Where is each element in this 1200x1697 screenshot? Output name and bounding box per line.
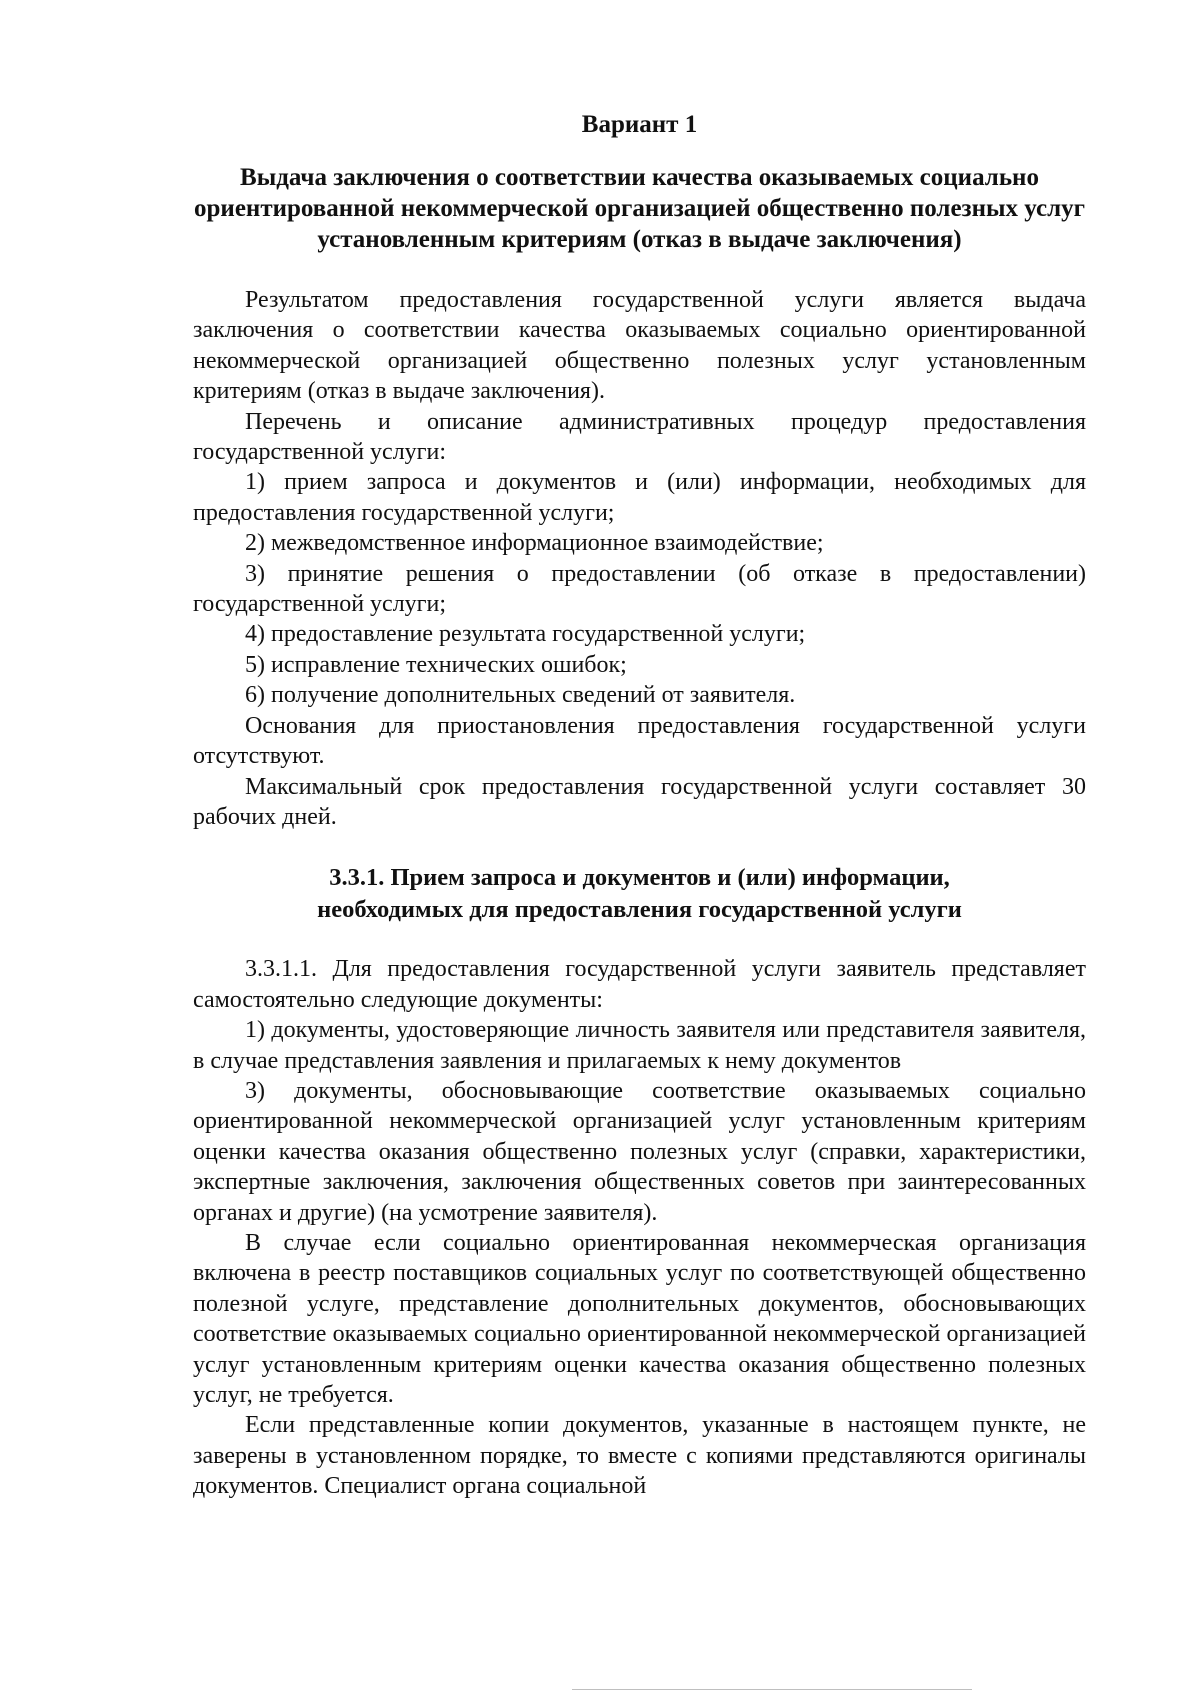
paragraph-result: Результатом предоставления государственной услуги является выдача заключения о соответствии качества оказываемых социально ориентированной некоммерческой организацией общественно полезных услуг установленным критериям (отказ в выдаче заключения). — [193, 287, 1086, 405]
paragraph-registry-case: В случае если социально ориентированная некоммерческая организация включена в реестр поставщиков социальных услуг по соответствующей общественно полезной услуге, представление дополнительных документов, обосновывающих соответствие оказываемых социально ориентированной некоммерческой организацией услуг установленным критериям оценки качества оказания общественно полезных услуг, не требуется. — [193, 1229, 1086, 1408]
list-item-procedure-4: 4) предоставление результата государственной услуги; — [245, 621, 806, 648]
document-page — [193, 110, 1086, 1502]
paragraph-procedures-list-intro: Перечень и описание административных процедур предоставления государственной услуги: — [193, 408, 1086, 466]
paragraph-suspension-grounds: Основания для приостановления предоставления государственной услуги отсутствуют. — [193, 712, 1086, 770]
list-item-procedure-1: 1) прием запроса и документов и (или) информации, необходимых для предоставления государственной услуги; — [193, 469, 1086, 526]
variant-heading: Вариант 1 — [581, 111, 698, 138]
list-item-procedure-5: 5) исправление технических ошибок; — [245, 651, 627, 678]
list-item-procedure-6: 6) получение дополнительных сведений от заявителя. — [245, 682, 796, 709]
document-title: Выдача заключения о соответствии качества оказываемых социально ориентированной некоммерческой организацией общественно полезных услуг установленным критериям (отказ в выдаче заключения) — [194, 164, 1085, 253]
list-item-document-3: 3) документы, обосновывающие соответствие оказываемых социально ориентированной некоммерческой организацией услуг установленным критериям оценки качества оказания общественно полезных услуг (справки, характеристики, экспертные заключения, заключения общественных советов при заинтересованных органах и другие) (на усмотрение заявителя). — [193, 1077, 1086, 1226]
section-title — [193, 862, 1086, 926]
list-item-procedure-2: 2) межведомственное информационное взаимодействие; — [245, 530, 824, 557]
list-item-document-1: 1) документы, удостоверяющие личность заявителя или представителя заявителя, в случае представления заявления и прилагаемых к нему документов — [193, 1017, 1086, 1074]
paragraph-3-3-1-1: 3.3.1.1. Для предоставления государственной услуги заявитель представляет самостоятельно следующие документы: — [193, 956, 1086, 1013]
paragraph-copies-verification: Если представленные копии документов, указанные в настоящем пункте, не заверены в установленном порядке, то вместе с копиями представляются оригиналы документов. Специалист органа социальной — [193, 1412, 1086, 1500]
paragraph-max-term: Максимальный срок предоставления государственной услуги составляет 30 рабочих дней. — [193, 773, 1086, 830]
footer-divider — [572, 1689, 972, 1690]
section-title-line-1: 3.3.1. Прием запроса и документов и (или) информации, — [329, 864, 950, 892]
section-title-line-2: необходимых для предоставления государственной услуги — [317, 896, 962, 924]
list-item-procedure-3: 3) принятие решения о предоставлении (об отказе в предоставлении) государственной услуги; — [193, 560, 1086, 618]
